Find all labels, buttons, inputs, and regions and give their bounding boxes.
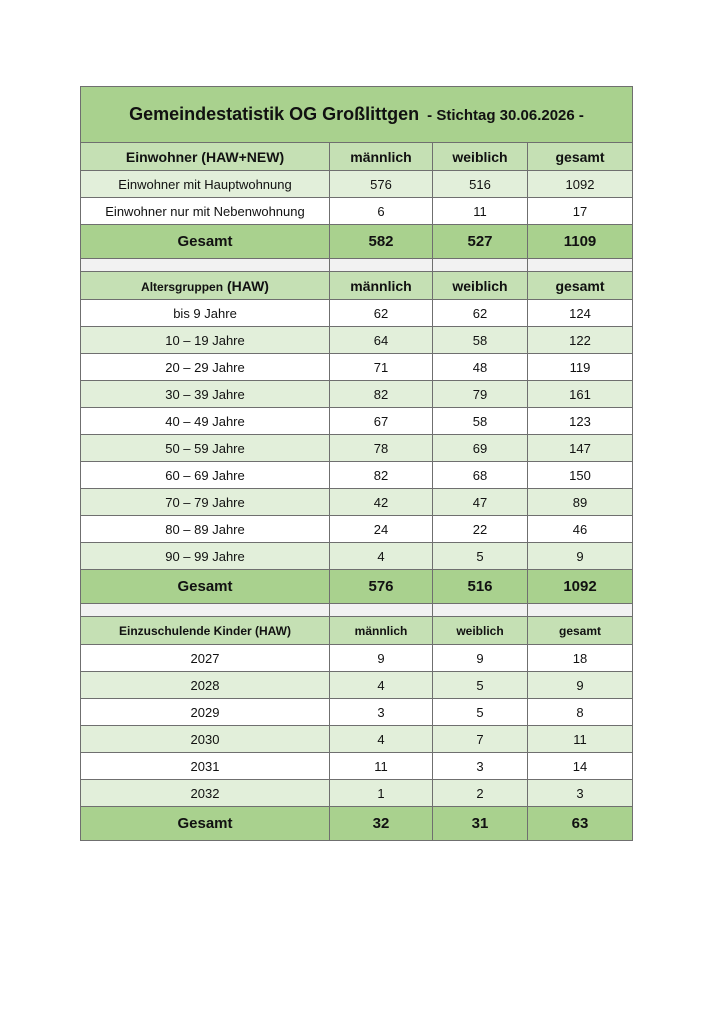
row-label: 2029 — [81, 699, 330, 726]
row-value: 150 — [528, 462, 633, 489]
row-value: 9 — [528, 543, 633, 570]
row-value: 5 — [433, 543, 528, 570]
header-cell: männlich — [330, 143, 433, 171]
title-main: Gemeindestatistik OG Großlittgen — [129, 104, 420, 124]
row-value: 68 — [433, 462, 528, 489]
table-row — [81, 381, 633, 408]
row-value: 119 — [528, 354, 633, 381]
row-value: 8 — [528, 699, 633, 726]
total-row — [81, 225, 633, 259]
total-label: Gesamt — [81, 225, 330, 259]
table-row — [81, 645, 633, 672]
statistics-table — [80, 86, 633, 841]
row-value: 1092 — [528, 171, 633, 198]
row-value: 14 — [528, 753, 633, 780]
header-cell: weiblich — [433, 617, 528, 645]
row-value: 11 — [330, 753, 433, 780]
total-row — [81, 570, 633, 604]
row-value: 9 — [433, 645, 528, 672]
total-value: 582 — [330, 225, 433, 259]
row-value: 9 — [330, 645, 433, 672]
total-label: Gesamt — [81, 570, 330, 604]
row-value: 24 — [330, 516, 433, 543]
row-value: 3 — [330, 699, 433, 726]
row-value: 69 — [433, 435, 528, 462]
spacer-row — [81, 259, 633, 272]
table-row — [81, 780, 633, 807]
total-value: 516 — [433, 570, 528, 604]
table-row — [81, 726, 633, 753]
row-label: bis 9 Jahre — [81, 300, 330, 327]
header-cell: männlich — [330, 617, 433, 645]
section-altersgruppen-body — [81, 300, 633, 604]
row-value: 5 — [433, 672, 528, 699]
row-value: 6 — [330, 198, 433, 225]
header-cell: gesamt — [528, 272, 633, 300]
header-cell: gesamt — [528, 143, 633, 171]
row-value: 124 — [528, 300, 633, 327]
row-label: 2027 — [81, 645, 330, 672]
row-label: 20 – 29 Jahre — [81, 354, 330, 381]
row-value: 58 — [433, 408, 528, 435]
section-einschulung — [81, 617, 633, 841]
table-row — [81, 408, 633, 435]
row-value: 11 — [528, 726, 633, 753]
row-value: 147 — [528, 435, 633, 462]
row-value: 18 — [528, 645, 633, 672]
row-value: 79 — [433, 381, 528, 408]
row-value: 47 — [433, 489, 528, 516]
header-row — [81, 617, 633, 645]
row-value: 4 — [330, 672, 433, 699]
row-label: 40 – 49 Jahre — [81, 408, 330, 435]
header-row — [81, 143, 633, 171]
row-value: 1 — [330, 780, 433, 807]
total-value: 63 — [528, 807, 633, 841]
row-value: 89 — [528, 489, 633, 516]
table-row — [81, 672, 633, 699]
row-value: 67 — [330, 408, 433, 435]
row-label: 2031 — [81, 753, 330, 780]
row-value: 123 — [528, 408, 633, 435]
row-value: 71 — [330, 354, 433, 381]
row-value: 22 — [433, 516, 528, 543]
table-row — [81, 462, 633, 489]
table-row — [81, 327, 633, 354]
row-value: 64 — [330, 327, 433, 354]
table-row — [81, 543, 633, 570]
row-label: 2028 — [81, 672, 330, 699]
header-cell: weiblich — [433, 272, 528, 300]
header-label: Einwohner (HAW+NEW) — [81, 143, 330, 171]
row-value: 48 — [433, 354, 528, 381]
header-label: Einzuschulende Kinder (HAW) — [81, 617, 330, 645]
table-row — [81, 198, 633, 225]
row-value: 82 — [330, 381, 433, 408]
header-cell: gesamt — [528, 617, 633, 645]
total-label: Gesamt — [81, 807, 330, 841]
row-value: 78 — [330, 435, 433, 462]
spacer-row — [81, 604, 633, 617]
total-value: 576 — [330, 570, 433, 604]
table-row — [81, 300, 633, 327]
table-row — [81, 516, 633, 543]
header-row — [81, 272, 633, 300]
row-value: 7 — [433, 726, 528, 753]
table-row — [81, 354, 633, 381]
row-value: 3 — [433, 753, 528, 780]
row-value: 161 — [528, 381, 633, 408]
row-value: 62 — [433, 300, 528, 327]
header-label-prefix: Altersgruppen — [141, 279, 224, 294]
total-value: 32 — [330, 807, 433, 841]
row-value: 46 — [528, 516, 633, 543]
row-label: 70 – 79 Jahre — [81, 489, 330, 516]
title-row — [81, 87, 633, 143]
table-row — [81, 489, 633, 516]
row-value: 82 — [330, 462, 433, 489]
row-label: Einwohner mit Hauptwohnung — [81, 171, 330, 198]
table-row — [81, 435, 633, 462]
total-row — [81, 807, 633, 841]
row-label: 30 – 39 Jahre — [81, 381, 330, 408]
header-label-suffix: (HAW) — [223, 277, 269, 294]
row-value: 516 — [433, 171, 528, 198]
table-row — [81, 699, 633, 726]
row-value: 17 — [528, 198, 633, 225]
row-label: 2030 — [81, 726, 330, 753]
header-label — [81, 272, 330, 300]
row-value: 2 — [433, 780, 528, 807]
table-row — [81, 171, 633, 198]
table-row — [81, 753, 633, 780]
row-value: 58 — [433, 327, 528, 354]
row-label: 2032 — [81, 780, 330, 807]
row-value: 62 — [330, 300, 433, 327]
row-value: 3 — [528, 780, 633, 807]
total-value: 1092 — [528, 570, 633, 604]
total-value: 527 — [433, 225, 528, 259]
row-value: 5 — [433, 699, 528, 726]
row-value: 4 — [330, 543, 433, 570]
row-label: 80 – 89 Jahre — [81, 516, 330, 543]
section-altersgruppen — [81, 272, 633, 300]
total-value: 1109 — [528, 225, 633, 259]
header-cell: weiblich — [433, 143, 528, 171]
total-value: 31 — [433, 807, 528, 841]
row-label: Einwohner nur mit Nebenwohnung — [81, 198, 330, 225]
row-label: 10 – 19 Jahre — [81, 327, 330, 354]
row-value: 11 — [433, 198, 528, 225]
row-value: 9 — [528, 672, 633, 699]
header-cell: männlich — [330, 272, 433, 300]
row-label: 60 – 69 Jahre — [81, 462, 330, 489]
row-value: 576 — [330, 171, 433, 198]
page-title — [81, 87, 633, 143]
row-value: 4 — [330, 726, 433, 753]
row-value: 122 — [528, 327, 633, 354]
row-value: 42 — [330, 489, 433, 516]
section-einwohner — [81, 143, 633, 259]
title-date: - Stichtag 30.06.2026 - — [427, 107, 584, 124]
row-label: 90 – 99 Jahre — [81, 543, 330, 570]
row-label: 50 – 59 Jahre — [81, 435, 330, 462]
